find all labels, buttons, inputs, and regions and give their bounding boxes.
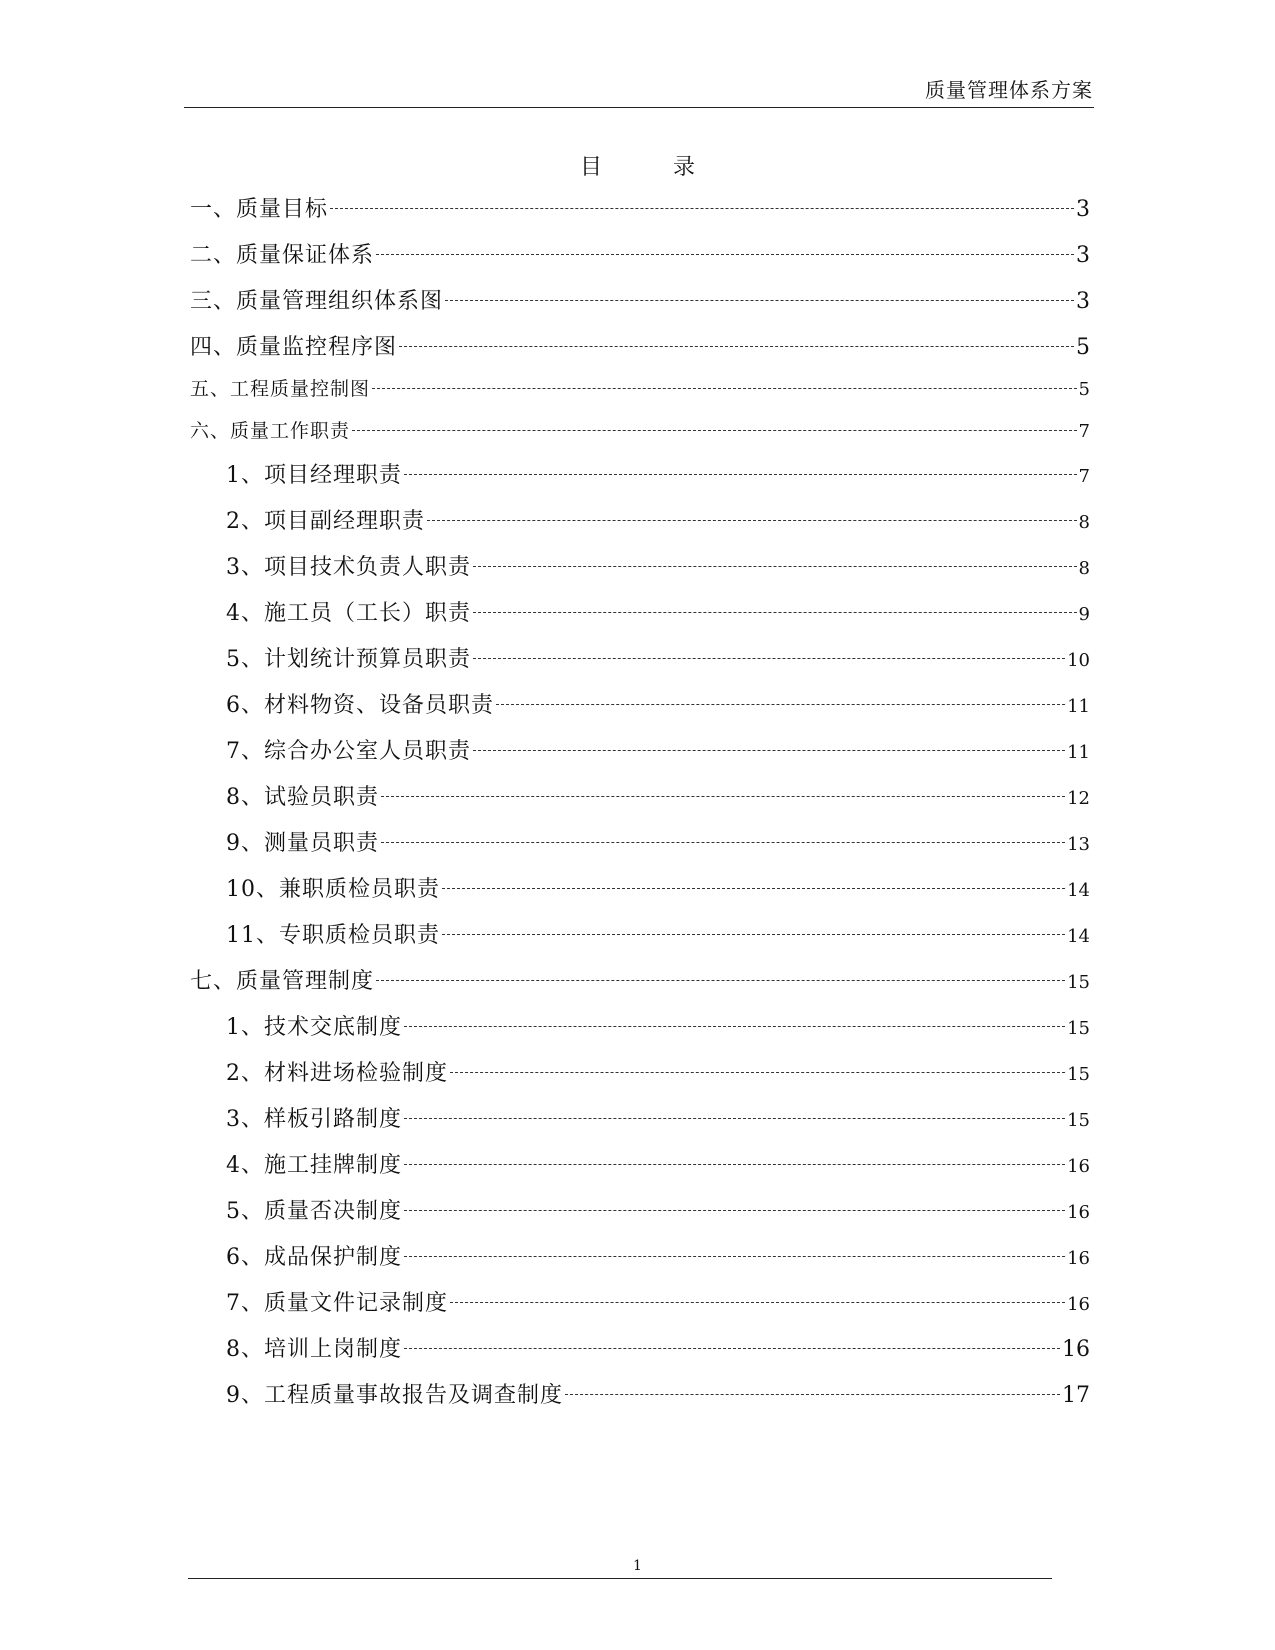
toc-entry-label: 5、质量否决制度: [226, 1199, 402, 1224]
toc-entry-page: 16: [1067, 1248, 1090, 1269]
toc-entry-label: 2、项目副经理职责: [226, 509, 425, 534]
toc-entry-page: 16: [1067, 1156, 1090, 1177]
toc-leader: [330, 197, 1074, 219]
toc-entry-label: 5、计划统计预算员职责: [226, 647, 471, 672]
toc-entry-page: 13: [1067, 834, 1090, 855]
toc-entry-page: 11: [1067, 742, 1090, 763]
toc-leader: [404, 1153, 1065, 1175]
toc-leader: [404, 1245, 1065, 1267]
toc-entry-page: 8: [1078, 512, 1090, 533]
toc-entry-label: 9、测量员职责: [226, 831, 379, 856]
toc-leader: [372, 378, 1077, 397]
toc-entry-label: 3、项目技术负责人职责: [226, 555, 471, 580]
toc-entry-label: 六、质量工作职责: [190, 420, 351, 442]
toc-leader: [442, 923, 1065, 945]
toc-entry-label: 3、样板引路制度: [226, 1107, 402, 1132]
toc-entry: [226, 1332, 1090, 1363]
toc-entry: [226, 550, 1090, 581]
toc-leader: [404, 1107, 1065, 1129]
toc-entry-page: 16: [1067, 1202, 1090, 1223]
toc-entry-page: 17: [1062, 1383, 1090, 1408]
toc-leader: [473, 647, 1065, 669]
toc-leader: [381, 785, 1065, 807]
toc-leader: [473, 601, 1077, 623]
toc-entry-page: 3: [1076, 289, 1090, 314]
toc-entry-label: 6、成品保护制度: [226, 1245, 402, 1270]
toc-entry-label: 1、技术交底制度: [226, 1015, 402, 1040]
page-number: 1: [633, 1558, 642, 1574]
toc-entry: [226, 458, 1090, 489]
header-title: 质量管理体系方案: [925, 78, 1093, 102]
toc-entry: [226, 1240, 1090, 1271]
toc-entry: [190, 238, 1090, 269]
toc-leader: [404, 1337, 1060, 1359]
toc-entry-label: 10、兼职质检员职责: [226, 877, 440, 902]
toc-entry: [226, 872, 1090, 903]
toc-leader: [445, 289, 1074, 311]
toc-entry-label: 二、质量保证体系: [190, 243, 375, 268]
toc-leader: [496, 693, 1065, 715]
toc-entry: [226, 1010, 1090, 1041]
toc-entry: [226, 734, 1090, 765]
toc-entry-page: 3: [1076, 243, 1090, 268]
toc-leader: [399, 335, 1074, 357]
toc-entry: [226, 1056, 1090, 1087]
toc-entry-page: 15: [1067, 972, 1090, 993]
toc-leader: [404, 1199, 1065, 1221]
toc-entry: [226, 688, 1090, 719]
toc-leader: [404, 1015, 1065, 1037]
toc-entry-label: 6、材料物资、设备员职责: [226, 693, 494, 718]
toc-entry-label: 11、专职质检员职责: [226, 923, 440, 948]
toc-entry-page: 15: [1067, 1018, 1090, 1039]
toc-entry-page: 16: [1062, 1337, 1090, 1362]
toc-leader: [376, 243, 1074, 265]
toc-entry-page: 10: [1067, 650, 1090, 671]
toc-entry-label: 七、质量管理制度: [190, 969, 375, 994]
toc-entry-page: 7: [1078, 421, 1090, 442]
toc-entry-page: 8: [1078, 558, 1090, 579]
toc-entry-page: 7: [1078, 466, 1090, 487]
toc-entry: [190, 330, 1090, 361]
toc-entry-page: 5: [1076, 335, 1090, 360]
toc-leader: [381, 831, 1065, 853]
toc-entry-label: 1、项目经理职责: [226, 463, 402, 488]
toc-entry-page: 11: [1067, 696, 1090, 717]
toc-entry-label: 8、试验员职责: [226, 785, 379, 810]
toc-leader: [450, 1061, 1065, 1083]
toc-entry: [190, 374, 1090, 401]
toc-entry-page: 5: [1078, 379, 1090, 400]
toc-entry-label: 五、工程质量控制图: [190, 378, 371, 400]
toc-entry-page: 14: [1067, 880, 1090, 901]
toc-entry-page: 14: [1067, 926, 1090, 947]
toc-leader: [442, 877, 1065, 899]
toc-entry-label: 7、质量文件记录制度: [226, 1291, 448, 1316]
toc-entry-label: 4、施工员（工长）职责: [226, 601, 471, 626]
toc-entry-label: 四、质量监控程序图: [190, 335, 398, 360]
toc-leader: [404, 463, 1077, 485]
toc-entry: [226, 1286, 1090, 1317]
toc-entry-label: 三、质量管理组织体系图: [190, 289, 444, 314]
toc-entry: [226, 1378, 1090, 1409]
toc-entry-label: 4、施工挂牌制度: [226, 1153, 402, 1178]
toc-entry: [226, 1148, 1090, 1179]
toc-entry-page: 15: [1067, 1064, 1090, 1085]
toc-leader: [473, 555, 1077, 577]
toc-entry: [226, 596, 1090, 627]
toc-entry-label: 9、工程质量事故报告及调查制度: [226, 1383, 563, 1408]
footer-rule: [188, 1578, 1052, 1579]
toc-entry: [226, 918, 1090, 949]
toc-entry-page: 9: [1078, 604, 1090, 625]
toc-entry-page: 16: [1067, 1294, 1090, 1315]
toc-title: 目 录: [580, 155, 717, 180]
toc-entry: [190, 284, 1090, 315]
toc-entry-page: 3: [1076, 197, 1090, 222]
toc-leader: [473, 739, 1065, 761]
toc-entry: [226, 780, 1090, 811]
toc-leader: [352, 420, 1077, 439]
toc-entry: [226, 826, 1090, 857]
toc-leader: [427, 509, 1077, 531]
toc-entry: [226, 1194, 1090, 1225]
toc-leader: [450, 1291, 1065, 1313]
toc-entry: [190, 192, 1090, 223]
toc-entry-label: 2、材料进场检验制度: [226, 1061, 448, 1086]
toc-entry: [190, 416, 1090, 443]
toc-entry: [226, 1102, 1090, 1133]
toc-entry: [190, 964, 1090, 995]
toc-entry: [226, 504, 1090, 535]
toc-entry-page: 15: [1067, 1110, 1090, 1131]
toc-entry-label: 8、培训上岗制度: [226, 1337, 402, 1362]
toc-leader: [565, 1383, 1060, 1405]
toc-entry: [226, 642, 1090, 673]
toc-entry-label: 一、质量目标: [190, 197, 329, 222]
toc-entry-label: 7、综合办公室人员职责: [226, 739, 471, 764]
toc-leader: [376, 969, 1065, 991]
toc-entry-page: 12: [1067, 788, 1090, 809]
